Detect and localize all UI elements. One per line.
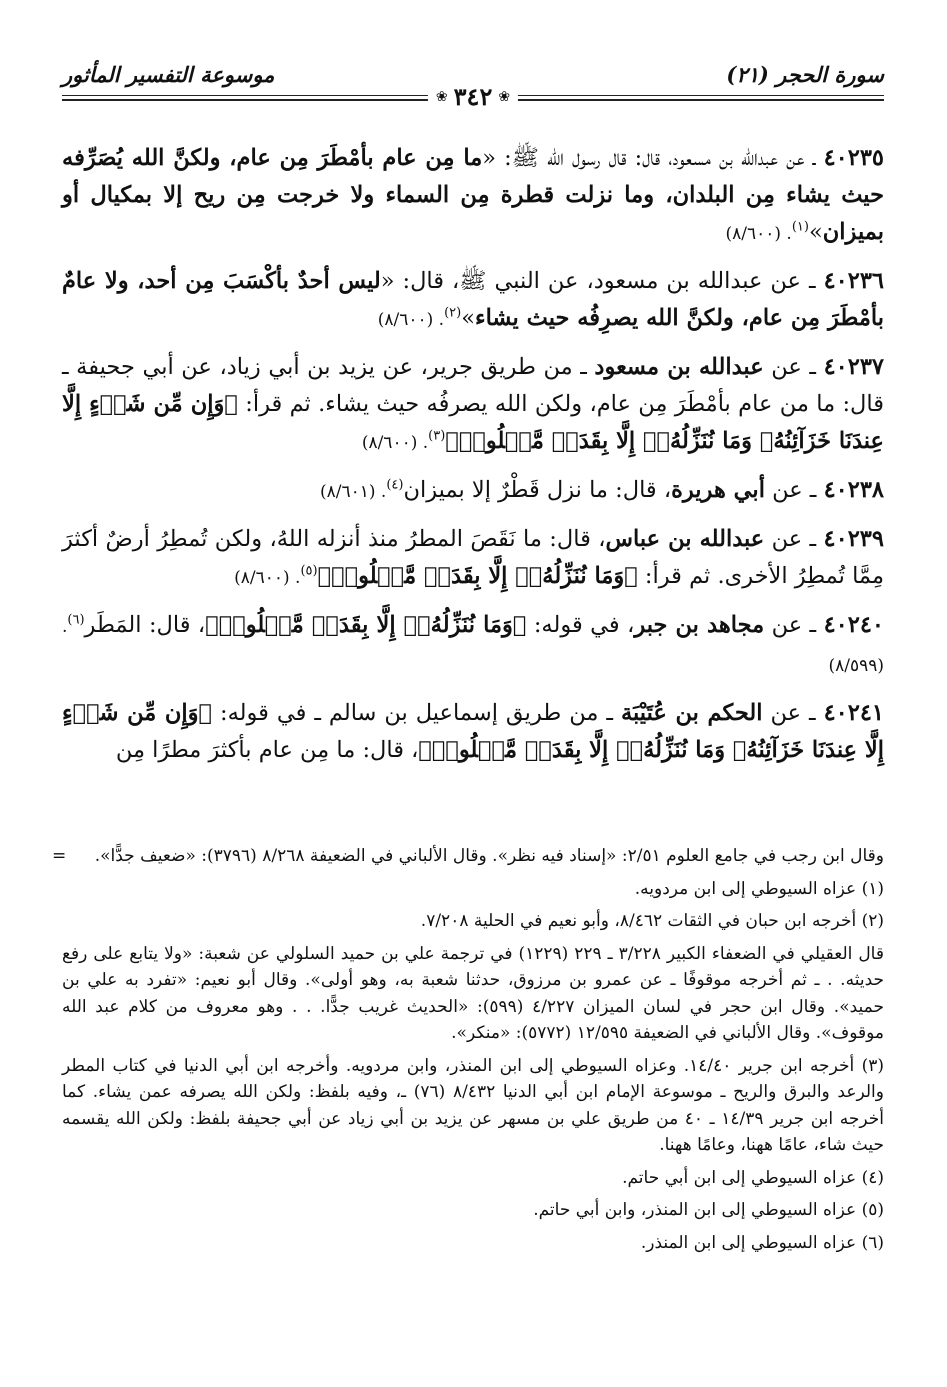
entry-text: »	[808, 219, 823, 245]
entry-text: ، قال: المَطَر	[84, 612, 206, 638]
narrator-name: عبدالله بن مسعود	[594, 354, 764, 380]
footnote-ref: (٦)	[67, 612, 85, 628]
entry-number: ٤٠٢٣٧	[823, 354, 885, 380]
footnotes	[52, 843, 884, 1262]
footnote: قال العقيلي في الضعفاء الكبير ٣/٢٢٨ ـ ٢٢٩ (١٢٢٩) في ترجمة علي بن حميد السلولي عن شعبة: «ولا يتابع على رفع حديثه. . ـ ثم أخرجه موقوفًا ـ عن عمرو بن مرزوق، حدثنا شعبة به، وهو أولى». وقال أبو نعيم: «تفرد به علي بن حميد». وقال ابن حجر في لسان الميزان ٤/٢٢٧ (٥٩٩): «الحديث غريب جدًّا. . . وهو معروف من كلام عبد الله موقوف». وقال الألباني في الضعيفة ١٢/٥٩٥ (٥٧٧٢): «منكر».	[62, 943, 884, 1043]
narrator-name: أبي هريرة	[671, 477, 765, 503]
volume-ref: . (٨/٥٩٩)	[62, 617, 884, 676]
hadith-text: ما مِن عام بأمْطَرَ مِن عام، ولكنَّ الله يُصَرِّفه حيث يشاء مِن البلدان، وما نزلت قطرة مِن السماء ولا خرجت مِن ريح إلا بمكيال أو بميزان	[62, 145, 884, 245]
footnote-ref: (٣)	[428, 428, 446, 444]
book-title: موسوعة التفسير المأثور	[62, 62, 275, 87]
narrator-name: مجاهد بن جبر	[634, 612, 765, 638]
entry-text: ـ عن عبدالله بن مسعود، قال: قال رسول الله ﷺ: «	[482, 145, 824, 171]
quran-verse: ﴿وَمَا نُنَزِّلُهُۥٓ إِلَّا بِقَدَرٖ مَّعۡلُومٖ﴾	[205, 612, 527, 638]
entry-text: ـ عن	[763, 354, 824, 380]
entry-text: ، قال: ما نَقَصَ المطرُ منذ أنزله اللهُ، ولكن تُمطِرُ أرضٌ أكثرَ مِمَّا تُمطِرُ الأخرى. ثم قرأ:	[62, 526, 884, 589]
entry-number: ٤٠٢٣٩	[823, 526, 884, 552]
continuation-mark: =	[52, 846, 67, 866]
narrator-name: الحكم بن عُتَيْبَة	[620, 700, 763, 726]
footnote: (٤) عزاه السيوطي إلى ابن أبي حاتم.	[622, 1167, 884, 1188]
footnote-ref: (٢)	[444, 305, 462, 321]
volume-ref: . (٨/٦٠٠)	[234, 568, 301, 588]
entry-text: ، في قوله:	[526, 612, 635, 638]
entry-text: ـ عن	[764, 612, 824, 638]
footnote: (٥) عزاه السيوطي إلى ابن المنذر، وابن أبي حاتم.	[533, 1200, 884, 1220]
volume-ref: . (٨/٦٠٠)	[361, 433, 429, 453]
entry	[62, 349, 884, 462]
quran-verse: ﴿وَإِن مِّن شَيۡءٍ إِلَّا عِندَنَا خَزَآئِنُهُۥ وَمَا نُنَزِّلُهُۥٓ إِلَّا بِقَدَرٖ مَّعۡلُومٖ﴾	[62, 700, 884, 763]
entry-number: ٤٠٢٤٠	[823, 612, 884, 638]
entry-text: ـ عن	[762, 700, 824, 726]
entry-text: »	[461, 305, 475, 331]
footnote-continuation	[52, 843, 884, 870]
entry-text: ـ عن عبدالله بن مسعود، عن النبي ﷺ، قال: «	[380, 268, 824, 294]
volume-ref: . (٨/٦٠١)	[319, 482, 387, 502]
entry	[62, 607, 884, 685]
footnote: (٣) أخرجه ابن جرير ١٤/٤٠. وعزاه السيوطي إلى ابن المنذر، وابن مردويه. وأخرجه ابن أبي الدنيا في كتاب المطر والرعد والبرق والريح ـ موسوعة الإمام ابن أبي الدنيا ٨/٤٣٢ (٧٦) ـ، وفيه بلفظ: ولكن الله يصرفه عمن يشاء. كما أخرجه ابن جرير ١٤/٣٩ ـ ٤٠ من طريق علي بن مسهر عن يزيد بن أبي زياد عن أبي جحيفة بلفظ: ولكن الله يقسمه حيث شاء، عامًا ههنا، وعامًا ههنا.	[62, 1055, 884, 1155]
footnote: (١) عزاه السيوطي إلى ابن مردويه.	[634, 878, 884, 899]
entry	[62, 140, 884, 253]
entry-text: ، قال: ما مِن عام بأكثرَ مطرًا مِن	[115, 737, 419, 763]
entry	[62, 263, 884, 339]
page-header	[62, 58, 884, 111]
footnote-ref: (٥)	[300, 563, 318, 579]
ornament-icon: ❀	[435, 88, 448, 105]
entry-text: ـ من طريق إسماعيل بن سالم ـ في قوله:	[212, 700, 621, 726]
ornament-icon: ❀	[498, 88, 511, 105]
volume-ref: . (٨/٦٠٠)	[725, 224, 792, 244]
entry	[62, 695, 884, 769]
narrator-name: عبدالله بن عباس	[605, 526, 765, 552]
entry-number: ٤٠٢٤١	[823, 700, 884, 726]
quran-verse: ﴿وَإِن مِّن شَيۡءٍ إِلَّا عِندَنَا خَزَآئِنُهُۥ وَمَا نُنَزِّلُهُۥٓ إِلَّا بِقَدَرٖ مَّعۡلُومٖ﴾	[62, 391, 884, 454]
quran-verse: ﴿وَمَا نُنَزِّلُهُۥٓ إِلَّا بِقَدَرٖ مَّعۡلُومٖ﴾	[317, 563, 638, 589]
entry	[62, 521, 884, 597]
entry-number: ٤٠٢٣٦	[823, 268, 885, 294]
entry-number: ٤٠٢٣٥	[823, 145, 884, 171]
page-number: ٣٤٢	[453, 82, 493, 111]
footnote: (٢) أخرجه ابن حبان في الثقات ٨/٤٦٢، وأبو نعيم في الحلية ٧/٢٠٨.	[420, 911, 884, 931]
entry-text: ، قال: ما نزل قَطْرٌ إلا بميزان	[403, 477, 672, 503]
entry-text: ـ من طريق جرير، عن يزيد بن أبي زياد، عن أبي جحيفة ـ قال: ما من عام بأمْطَرَ مِن عام، ولكن الله يصرفُه حيث يشاء. ثم قرأ:	[62, 354, 885, 417]
entry-text: ـ عن	[764, 477, 824, 503]
footnote: (٦) عزاه السيوطي إلى ابن المنذر.	[640, 1232, 884, 1253]
page-number-box	[428, 82, 518, 111]
hadith-text: ليس أحدٌ بأكْسَبَ مِن أحد، ولا عامٌ بأمْطَرَ مِن عام، ولكنَّ الله يصرِفُه حيث يشاء	[62, 268, 884, 331]
footnote-ref: (٤)	[386, 477, 404, 493]
volume-ref: . (٨/٦٠٠)	[377, 310, 445, 330]
entry-text: ـ عن	[764, 526, 824, 552]
footnote-text: وقال ابن رجب في جامع العلوم ٢/٥١: «إسناد فيه نظر». وقال الألباني في الضعيفة ٨/٢٦٨ (٣٧٩٦): «ضعيف جدًّا».	[94, 846, 884, 866]
entry-number: ٤٠٢٣٨	[823, 477, 884, 503]
surah-title: سورة الحجر (٢١)	[726, 62, 884, 87]
footnote-ref: (١)	[791, 219, 809, 235]
main-text	[62, 140, 884, 779]
entry	[62, 472, 884, 511]
